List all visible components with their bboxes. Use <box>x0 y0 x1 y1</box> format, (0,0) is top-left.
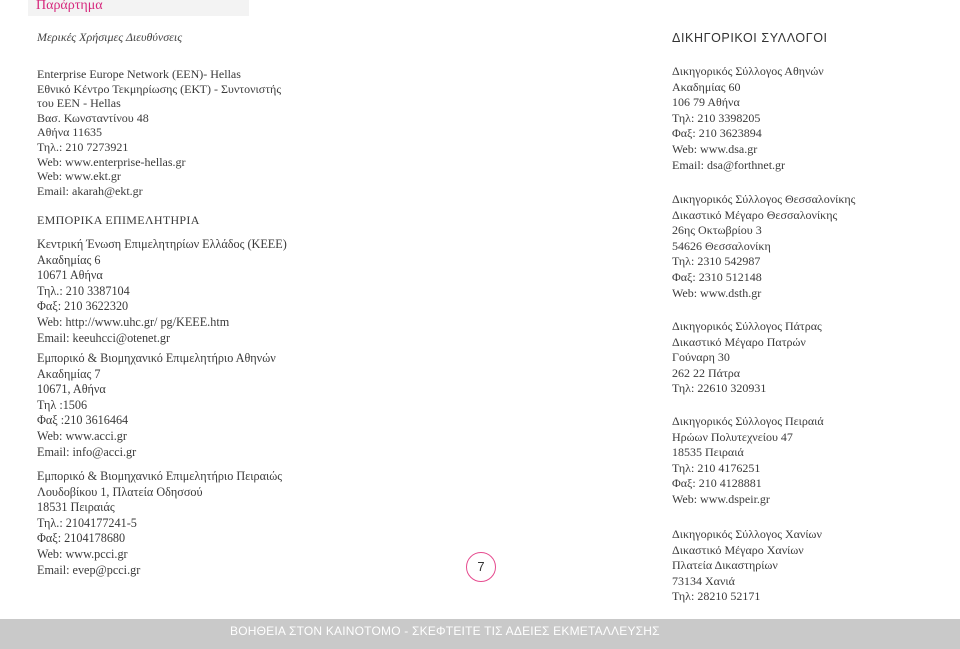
fax-line: Φαξ: 210 3622320 <box>37 299 129 314</box>
fax-line: Φαξ: 2104178680 <box>37 531 126 546</box>
org-name: Κεντρική Ένωση Επιμελητηρίων Ελλάδος (ΚΕΕΕ) <box>37 237 287 251</box>
phone-line: Τηλ: 210 4176251 <box>672 460 761 475</box>
chambers-heading-wrap <box>37 213 200 228</box>
address-line: Βασ. Κωνσταντίνου 48 <box>37 110 149 125</box>
web-link[interactable]: Web: www.enterprise-hellas.gr <box>37 154 186 169</box>
address-line: 18531 Πειραιάς <box>37 500 115 515</box>
web-link[interactable]: Web: www.acci.gr <box>37 428 127 443</box>
phone-line: Τηλ: 22610 320931 <box>672 381 767 396</box>
email-link[interactable]: Email: keeuhcci@otenet.gr <box>37 330 171 345</box>
phone-line: Τηλ: 28210 52171 <box>672 589 761 604</box>
address-line: 106 79 Αθήνα <box>672 95 740 110</box>
pcci-block <box>37 469 282 578</box>
address-line: Enterprise Europe Network (EEN)- Hellas <box>37 67 241 81</box>
email-link[interactable]: Email: akarah@ekt.gr <box>37 183 143 198</box>
org-name: Δικηγορικός Σύλλογος Πάτρας <box>672 319 822 333</box>
org-name: Δικηγορικός Σύλλογος Χανίων <box>672 527 822 541</box>
piraeus-block <box>672 414 824 508</box>
phone-line: Τηλ.: 210 7273921 <box>37 139 129 154</box>
phone-line: Τηλ :1506 <box>37 397 88 412</box>
address-line: Ηρώων Πολυτεχνείου 47 <box>672 429 793 444</box>
page-title: Παράρτημα <box>36 0 103 13</box>
header-tab <box>28 0 249 16</box>
email-link[interactable]: Email: dsa@forthnet.gr <box>672 157 786 172</box>
subtitle: Μερικές Χρήσιμες Διευθύνσεις <box>37 30 183 44</box>
address-line: Γούναρη 30 <box>672 350 730 365</box>
org-name: Εμπορικό & Βιομηχανικό Επιμελητήριο Αθηνών <box>37 351 276 365</box>
email-link[interactable]: Email: evep@pcci.gr <box>37 562 141 577</box>
fax-line: Φαξ: 210 4128881 <box>672 476 762 491</box>
fax-line: Φαξ: 210 3623894 <box>672 126 762 141</box>
org-name: Δικηγορικός Σύλλογος Θεσσαλονίκης <box>672 192 856 206</box>
keee-block <box>37 237 287 346</box>
footer-bar <box>0 619 960 649</box>
left-column <box>37 67 281 198</box>
org-name: Δικηγορικός Σύλλογος Αθηνών <box>672 64 824 78</box>
address-line: Ακαδημίας 6 <box>37 252 101 267</box>
page-number: 7 <box>466 552 496 582</box>
footer-text: ΒΟΗΘΕΙΑ ΣΤΟΝ ΚΑΙΝΟΤΟΜΟ - ΣΚΕΦΤΕΙΤΕ ΤΙΣ ΑΔΕΙΕΣ ΕΚΜΕΤΑΛΛΕΥΣΗΣ <box>230 624 660 638</box>
address-line: Αθήνα 11635 <box>37 125 102 140</box>
address-line: Ακαδημίας 7 <box>37 366 101 381</box>
een-block <box>37 67 281 198</box>
address-line: 26ης Οκτωβρίου 3 <box>672 223 762 238</box>
acci-block <box>37 351 276 460</box>
chania-block <box>672 527 822 605</box>
address-line: του EEN - Hellas <box>37 96 121 111</box>
patras-block <box>672 319 822 397</box>
address-line: 10671, Αθήνα <box>37 382 106 397</box>
address-line: Δικαστικό Μέγαρο Χανίων <box>672 542 804 557</box>
address-line: 262 22 Πάτρα <box>672 365 741 380</box>
org-name: Εμπορικό & Βιομηχανικό Επιμελητήριο Πειραιώς <box>37 469 283 483</box>
web-link[interactable]: Web: www.ekt.gr <box>37 169 121 184</box>
dsth-block <box>672 192 855 301</box>
section-heading: ΕΜΠΟΡΙΚΑ ΕΠΙΜΕΛΗΤΗΡΙΑ <box>37 213 200 227</box>
dsa-block <box>672 64 824 173</box>
address-line: Ακαδημίας 60 <box>672 79 741 94</box>
address-line: Πλατεία Δικαστηρίων <box>672 558 778 573</box>
address-line: 10671 Αθήνα <box>37 268 103 283</box>
address-line: 18535 Πειραιά <box>672 445 744 460</box>
web-link[interactable]: Web: www.dsa.gr <box>672 141 758 156</box>
phone-line: Τηλ: 2310 542987 <box>672 254 761 269</box>
web-link[interactable]: Web: www.dsth.gr <box>672 285 762 300</box>
phone-line: Τηλ.: 210 3387104 <box>37 283 130 298</box>
address-line: Λουδοβίκου 1, Πλατεία Οδησσού <box>37 484 203 499</box>
web-link[interactable]: Web: http://www.uhc.gr/ pg/KEEE.htm <box>37 314 230 329</box>
fax-line: Φαξ: 2310 512148 <box>672 269 762 284</box>
address-line: Δικαστικό Μέγαρο Πατρών <box>672 334 806 349</box>
address-line: Δικαστικό Μέγαρο Θεσσαλονίκης <box>672 207 838 222</box>
phone-line: Τηλ.: 2104177241-5 <box>37 515 137 530</box>
web-link[interactable]: Web: www.dspeir.gr <box>672 491 770 506</box>
phone-line: Τηλ: 210 3398205 <box>672 110 761 125</box>
fax-line: Φαξ :210 3616464 <box>37 413 129 428</box>
address-line: Εθνικό Κέντρο Τεκμηρίωσης (ΕΚΤ) - Συντονιστής <box>37 81 282 96</box>
org-name: Δικηγορικός Σύλλογος Πειραιά <box>672 414 824 428</box>
email-link[interactable]: Email: info@acci.gr <box>37 444 137 459</box>
address-line: 54626 Θεσσαλονίκη <box>672 238 771 253</box>
web-link[interactable]: Web: www.pcci.gr <box>37 546 128 561</box>
address-line: 73134 Χανιά <box>672 573 735 588</box>
section-heading: ΔΙΚΗΓΟΡΙΚΟΙ ΣΥΛΛΟΓΟΙ <box>672 31 828 45</box>
